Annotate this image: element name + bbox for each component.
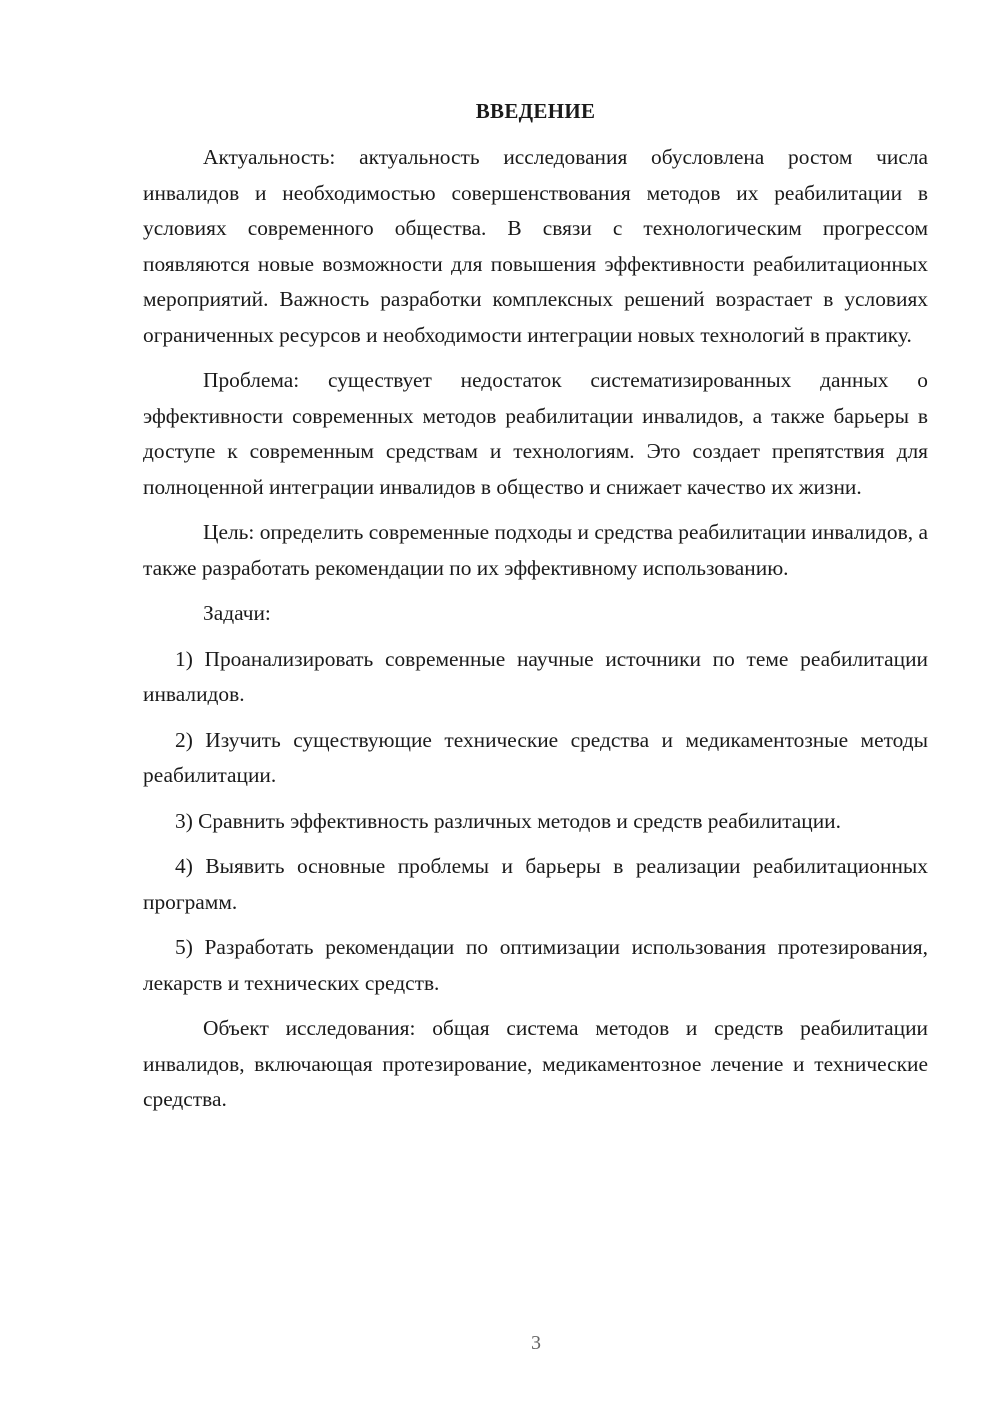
paragraph-object: Объект исследования: общая система методов и средств реабилитации инвалидов, включающая протезирование, медикаментозное лечение и технические средства. xyxy=(143,1016,928,1111)
paragraph-tasks-heading: Задачи: xyxy=(203,601,271,625)
body-text xyxy=(143,140,928,1128)
task-item-5: 5) Разработать рекомендации по оптимизации использования протезирования, лекарств и технических средств. xyxy=(143,935,928,995)
paragraph-problem: Проблема: существует недостаток систематизированных данных о эффективности современных методов реабилитации инвалидов, а также барьеры в доступе к современным средствам и технологиям. Это создает препятствия для полноценной интеграции инвалидов в общество и снижает качество их жизни. xyxy=(143,368,928,499)
paragraph-goal: Цель: определить современные подходы и средства реабилитации инвалидов, а также разработать рекомендации по их эффективному использованию. xyxy=(143,520,928,580)
section-title: ВВЕДЕНИЕ xyxy=(475,99,596,123)
task-item-4: 4) Выявить основные проблемы и барьеры в реализации реабилитационных программ. xyxy=(143,854,928,914)
page-number: 3 xyxy=(531,1332,541,1354)
task-item-1: 1) Проанализировать современные научные источники по теме реабилитации инвалидов. xyxy=(143,646,928,706)
paragraph-relevance: Актуальность: актуальность исследования обусловлена ростом числа инвалидов и необходимостью совершенствования методов их реабилитации в условиях современного общества. В связи с технологическим прогрессом появляются новые возможности для повышения эффективности реабилитационных мероприятий. Важность разработки комплексных решений возрастает в условиях ограниченных ресурсов и необходимости интеграции новых технологий в практику. xyxy=(143,145,928,347)
task-item-3: 3) Сравнить эффективность различных методов и средств реабилитации. xyxy=(175,808,841,833)
task-item-2: 2) Изучить существующие технические средства и медикаментозные методы реабилитации. xyxy=(143,727,928,787)
